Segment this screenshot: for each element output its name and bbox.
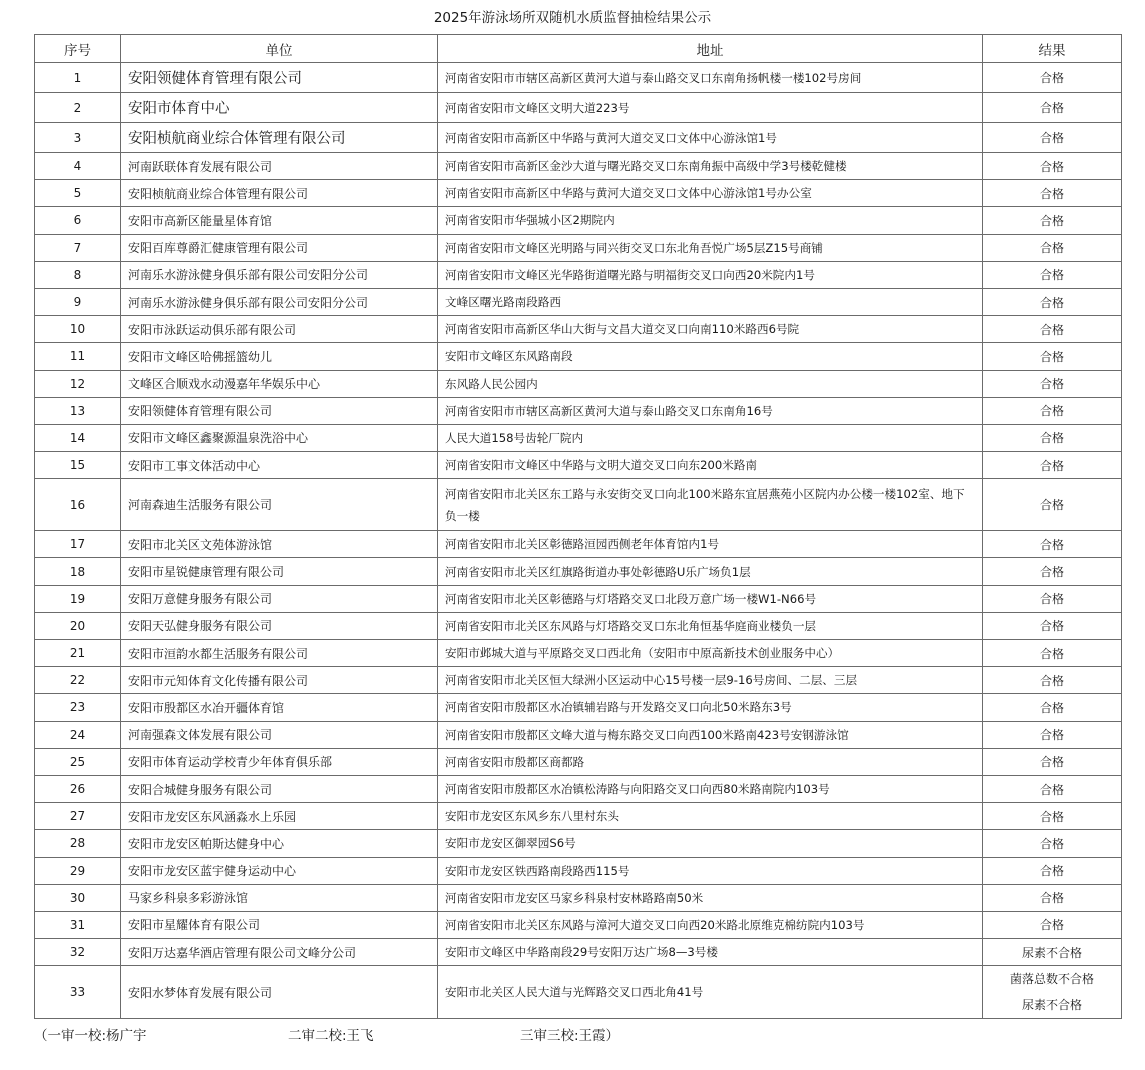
table-row — [35, 123, 1122, 153]
row-index: 7 — [35, 234, 121, 261]
result-text: 合格 — [1039, 891, 1064, 906]
row-index: 9 — [35, 288, 121, 315]
table-row — [35, 207, 1122, 234]
table-row — [35, 370, 1122, 397]
table-row — [35, 558, 1122, 585]
row-index: 16 — [35, 479, 121, 531]
row-result — [983, 207, 1122, 234]
row-unit: 安阳市龙安区帕斯达健身中心 — [121, 830, 438, 857]
row-address: 河南省安阳市华强城小区2期院内 — [438, 207, 983, 234]
row-unit: 安阳市北关区文苑体游泳馆 — [121, 531, 438, 558]
result-text: 合格 — [1039, 836, 1064, 851]
row-address: 河南省安阳市北关区彰德路洹园西侧老年体育馆内1号 — [438, 531, 983, 558]
result-text: 合格 — [1039, 565, 1064, 580]
row-address: 河南省安阳市市辖区高新区黄河大道与泰山路交叉口东南角扬帆楼一楼102号房间 — [438, 63, 983, 93]
row-unit: 河南森迪生活服务有限公司 — [121, 479, 438, 531]
row-unit: 安阳桢航商业综合体管理有限公司 — [121, 180, 438, 207]
footer-review-3: 三审三校:王霞） — [520, 1028, 620, 1044]
row-unit: 河南乐水游泳健身俱乐部有限公司安阳分公司 — [121, 288, 438, 315]
row-unit: 河南乐水游泳健身俱乐部有限公司安阳分公司 — [121, 261, 438, 288]
row-address: 河南省安阳市北关区东风路与漳河大道交叉口向西20米路北原维克棉纺院内103号 — [438, 911, 983, 938]
row-address: 河南省安阳市高新区中华路与黄河大道交叉口文体中心游泳馆1号办公室 — [438, 180, 983, 207]
row-unit: 安阳百库尊爵汇健康管理有限公司 — [121, 234, 438, 261]
row-unit: 安阳桢航商业综合体管理有限公司 — [121, 123, 438, 153]
row-unit: 安阳市工事文体活动中心 — [121, 452, 438, 479]
result-text: 合格 — [1039, 295, 1064, 310]
row-result — [983, 531, 1122, 558]
row-result — [983, 911, 1122, 938]
result-text: 菌落总数不合格 — [1009, 972, 1094, 987]
row-address: 河南省安阳市文峰区文明大道223号 — [438, 93, 983, 123]
row-unit: 安阳市泳跃运动俱乐部有限公司 — [121, 316, 438, 343]
review-footer — [34, 1026, 1121, 1046]
footer-review-2: 二审二校:王飞 — [288, 1028, 374, 1044]
row-index: 25 — [35, 748, 121, 775]
result-text: 合格 — [1039, 322, 1064, 337]
result-text: 合格 — [1039, 431, 1064, 446]
table-row — [35, 721, 1122, 748]
result-text: 合格 — [1039, 159, 1064, 174]
row-index: 20 — [35, 612, 121, 639]
table-row — [35, 966, 1122, 1019]
table-row — [35, 180, 1122, 207]
result-text: 合格 — [1039, 404, 1064, 419]
row-result — [983, 93, 1122, 123]
row-address: 安阳市龙安区铁西路南段路西115号 — [438, 857, 983, 884]
row-index: 28 — [35, 830, 121, 857]
row-result — [983, 830, 1122, 857]
result-text: 合格 — [1039, 241, 1064, 256]
row-index: 30 — [35, 884, 121, 911]
row-address: 河南省安阳市北关区彰德路与灯塔路交叉口北段万意广场一楼W1-N66号 — [438, 585, 983, 612]
row-index: 15 — [35, 452, 121, 479]
table-row — [35, 640, 1122, 667]
row-unit: 安阳市高新区能量星体育馆 — [121, 207, 438, 234]
row-index: 5 — [35, 180, 121, 207]
row-index: 18 — [35, 558, 121, 585]
row-address: 河南省安阳市龙安区马家乡科泉村安林路路南50米 — [438, 884, 983, 911]
result-text: 合格 — [1039, 646, 1064, 661]
row-unit: 河南跃联体育发展有限公司 — [121, 153, 438, 180]
row-result — [983, 884, 1122, 911]
result-text: 合格 — [1039, 268, 1064, 283]
table-row — [35, 748, 1122, 775]
result-text: 尿素不合格 — [1021, 945, 1082, 960]
row-result — [983, 397, 1122, 424]
row-result — [983, 370, 1122, 397]
row-address: 河南省安阳市高新区中华路与黄河大道交叉口文体中心游泳馆1号 — [438, 123, 983, 153]
row-address: 河南省安阳市北关区东风路与灯塔路交叉口东北角恒基华庭商业楼负一层 — [438, 612, 983, 639]
row-unit: 安阳市体育运动学校青少年体育俱乐部 — [121, 748, 438, 775]
result-text: 合格 — [1039, 101, 1064, 115]
table-row — [35, 316, 1122, 343]
table-body — [35, 63, 1122, 1019]
row-index: 4 — [35, 153, 121, 180]
row-address: 河南省安阳市北关区恒大绿洲小区运动中心15号楼一层9-16号房间、二层、三层 — [438, 667, 983, 694]
row-address: 东风路人民公园内 — [438, 370, 983, 397]
row-address: 河南省安阳市文峰区光华路街道曙光路与明福街交叉口向西20米院内1号 — [438, 261, 983, 288]
table-row — [35, 803, 1122, 830]
row-result — [983, 180, 1122, 207]
row-unit: 安阳万达嘉华酒店管理有限公司文峰分公司 — [121, 939, 438, 966]
row-address: 河南省安阳市高新区金沙大道与曙光路交叉口东南角振中高级中学3号楼乾健楼 — [438, 153, 983, 180]
header-unit: 单位 — [121, 35, 438, 63]
row-unit: 安阳天弘健身服务有限公司 — [121, 612, 438, 639]
row-result — [983, 966, 1122, 1019]
result-text: 合格 — [1039, 809, 1064, 824]
row-index: 22 — [35, 667, 121, 694]
row-result — [983, 558, 1122, 585]
result-text: 合格 — [1039, 728, 1064, 743]
row-index: 27 — [35, 803, 121, 830]
table-row — [35, 63, 1122, 93]
table-row — [35, 884, 1122, 911]
table-row — [35, 343, 1122, 370]
row-unit: 安阳市龙安区蓝宇健身运动中心 — [121, 857, 438, 884]
row-result — [983, 803, 1122, 830]
row-result — [983, 452, 1122, 479]
row-address: 安阳市文峰区中华路南段29号安阳万达广场8—3号楼 — [438, 939, 983, 966]
result-text: 合格 — [1039, 131, 1064, 145]
row-index: 12 — [35, 370, 121, 397]
row-unit: 马家乡科泉多彩游泳馆 — [121, 884, 438, 911]
row-unit: 安阳合城健身服务有限公司 — [121, 775, 438, 802]
row-result — [983, 721, 1122, 748]
results-table — [34, 34, 1122, 1019]
row-result — [983, 748, 1122, 775]
row-address: 河南省安阳市殷都区文峰大道与梅东路交叉口向西100米路南423号安钢游泳馆 — [438, 721, 983, 748]
page-title: 2025年游泳场所双随机水质监督抽检结果公示 — [433, 10, 712, 26]
row-result — [983, 153, 1122, 180]
row-unit: 安阳市文峰区鑫聚源温泉洗浴中心 — [121, 424, 438, 451]
row-index: 13 — [35, 397, 121, 424]
table-header-row — [35, 35, 1122, 63]
table-row — [35, 911, 1122, 938]
row-unit: 安阳万意健身服务有限公司 — [121, 585, 438, 612]
row-result — [983, 123, 1122, 153]
row-unit: 安阳水梦体育发展有限公司 — [121, 966, 438, 1019]
row-result — [983, 479, 1122, 531]
row-unit: 安阳市体育中心 — [121, 93, 438, 123]
result-text: 尿素不合格 — [1021, 998, 1082, 1013]
row-result — [983, 640, 1122, 667]
row-index: 6 — [35, 207, 121, 234]
row-unit: 安阳领健体育管理有限公司 — [121, 397, 438, 424]
row-address: 安阳市龙安区御翠园S6号 — [438, 830, 983, 857]
table-row — [35, 612, 1122, 639]
row-result — [983, 775, 1122, 802]
row-unit: 安阳市洹韵水都生活服务有限公司 — [121, 640, 438, 667]
row-address: 安阳市邺城大道与平原路交叉口西北角（安阳市中原高新技术创业服务中心） — [438, 640, 983, 667]
row-index: 2 — [35, 93, 121, 123]
row-address: 文峰区曙光路南段路西 — [438, 288, 983, 315]
result-text: 合格 — [1039, 377, 1064, 392]
row-address: 安阳市北关区人民大道与光辉路交叉口西北角41号 — [438, 966, 983, 1019]
result-text: 合格 — [1039, 700, 1064, 715]
row-result — [983, 261, 1122, 288]
row-address: 河南省安阳市文峰区中华路与文明大道交叉口向东200米路南 — [438, 452, 983, 479]
row-result — [983, 667, 1122, 694]
table-row — [35, 479, 1122, 531]
row-index: 26 — [35, 775, 121, 802]
table-row — [35, 667, 1122, 694]
row-index: 29 — [35, 857, 121, 884]
row-index: 31 — [35, 911, 121, 938]
result-text: 合格 — [1039, 619, 1064, 634]
row-unit: 安阳市文峰区哈佛摇篮幼儿 — [121, 343, 438, 370]
row-address: 河南省安阳市北关区红旗路街道办事处彰德路U乐广场负1层 — [438, 558, 983, 585]
row-address: 安阳市龙安区东风乡东八里村东头 — [438, 803, 983, 830]
table-row — [35, 775, 1122, 802]
row-address: 河南省安阳市市辖区高新区黄河大道与泰山路交叉口东南角16号 — [438, 397, 983, 424]
row-address: 安阳市文峰区东风路南段 — [438, 343, 983, 370]
row-address: 河南省安阳市殷都区水冶镇辅岩路与开发路交叉口向北50米路东3号 — [438, 694, 983, 721]
row-result — [983, 316, 1122, 343]
row-result — [983, 939, 1122, 966]
row-unit: 安阳市龙安区东风涵淼水上乐园 — [121, 803, 438, 830]
row-address: 河南省安阳市殷都区水冶镇松涛路与向阳路交叉口向西80米路南院内103号 — [438, 775, 983, 802]
row-result — [983, 585, 1122, 612]
table-row — [35, 93, 1122, 123]
row-index: 11 — [35, 343, 121, 370]
row-unit: 安阳市元知体育文化传播有限公司 — [121, 667, 438, 694]
table-row — [35, 234, 1122, 261]
row-unit: 安阳市星耀体育有限公司 — [121, 911, 438, 938]
row-index: 3 — [35, 123, 121, 153]
row-index: 19 — [35, 585, 121, 612]
result-text: 合格 — [1039, 458, 1064, 473]
row-index: 21 — [35, 640, 121, 667]
row-unit: 文峰区合顺戏水动漫嘉年华娱乐中心 — [121, 370, 438, 397]
row-result — [983, 857, 1122, 884]
table-row — [35, 261, 1122, 288]
table-row — [35, 424, 1122, 451]
table-row — [35, 939, 1122, 966]
table-row — [35, 694, 1122, 721]
row-unit: 安阳市星锐健康管理有限公司 — [121, 558, 438, 585]
table-row — [35, 585, 1122, 612]
header-result: 结果 — [983, 35, 1122, 63]
table-row — [35, 452, 1122, 479]
table-row — [35, 288, 1122, 315]
row-unit: 安阳市殷都区水冶开疆体育馆 — [121, 694, 438, 721]
table-row — [35, 153, 1122, 180]
result-text: 合格 — [1039, 497, 1064, 512]
row-address: 人民大道158号齿轮厂院内 — [438, 424, 983, 451]
row-index: 33 — [35, 966, 121, 1019]
table-row — [35, 397, 1122, 424]
result-text: 合格 — [1039, 782, 1064, 797]
row-index: 17 — [35, 531, 121, 558]
row-result — [983, 694, 1122, 721]
row-result — [983, 234, 1122, 261]
table-row — [35, 531, 1122, 558]
result-text: 合格 — [1039, 213, 1064, 228]
row-address: 河南省安阳市高新区华山大街与文昌大道交叉口向南110米路西6号院 — [438, 316, 983, 343]
result-text: 合格 — [1039, 864, 1064, 879]
row-index: 24 — [35, 721, 121, 748]
row-result — [983, 63, 1122, 93]
result-text: 合格 — [1039, 918, 1064, 933]
row-result — [983, 343, 1122, 370]
row-unit: 河南强森文体发展有限公司 — [121, 721, 438, 748]
table-row — [35, 830, 1122, 857]
row-result — [983, 612, 1122, 639]
header-index: 序号 — [35, 35, 121, 63]
result-text: 合格 — [1039, 349, 1064, 364]
result-text: 合格 — [1039, 673, 1064, 688]
header-address: 地址 — [438, 35, 983, 63]
row-result — [983, 424, 1122, 451]
row-index: 14 — [35, 424, 121, 451]
row-result — [983, 288, 1122, 315]
row-index: 10 — [35, 316, 121, 343]
row-address: 河南省安阳市文峰区光明路与同兴街交叉口东北角吾悦广场5层Z15号商铺 — [438, 234, 983, 261]
row-index: 8 — [35, 261, 121, 288]
result-text: 合格 — [1039, 71, 1064, 85]
result-text: 合格 — [1039, 592, 1064, 607]
result-text: 合格 — [1039, 537, 1064, 552]
result-text: 合格 — [1039, 755, 1064, 770]
footer-review-1: （一审一校:杨广宇 — [34, 1028, 147, 1044]
row-address: 河南省安阳市殷都区商都路 — [438, 748, 983, 775]
table-row — [35, 857, 1122, 884]
row-unit: 安阳领健体育管理有限公司 — [121, 63, 438, 93]
row-index: 1 — [35, 63, 121, 93]
row-index: 23 — [35, 694, 121, 721]
result-text: 合格 — [1039, 186, 1064, 201]
row-address: 河南省安阳市北关区东工路与永安街交叉口向北100米路东宜居燕苑小区院内办公楼一楼102室、地下负一楼 — [438, 479, 983, 531]
row-index: 32 — [35, 939, 121, 966]
